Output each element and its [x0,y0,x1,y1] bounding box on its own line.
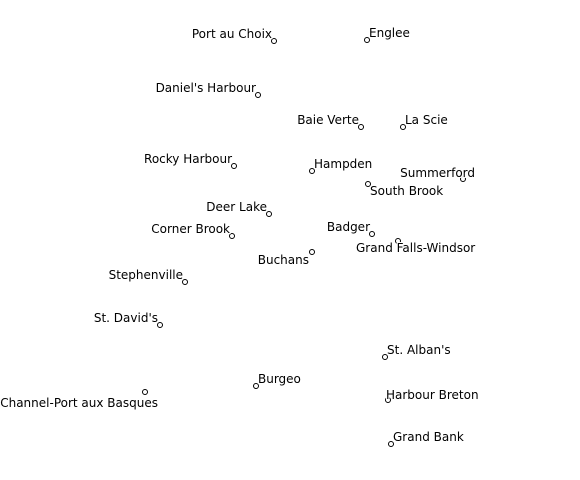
place-label: Harbour Breton [386,388,479,402]
place-label: Baie Verte [297,113,359,127]
place-label: St. David's [93,311,158,325]
place-label: Grand Bank [393,430,464,444]
place-label: St. Alban's [387,343,451,357]
place-label: La Scie [405,113,448,127]
place-label: South Brook [370,184,444,198]
place-label: Daniel's Harbour [155,81,256,95]
place-label: Grand Falls-Windsor [356,241,476,255]
place-label: Stephenville [108,268,183,282]
place-label: Channel-Port aux Basques [0,396,158,410]
town-marker-icon[interactable] [142,389,148,395]
place-label: Burgeo [258,372,301,386]
place-label: Deer Lake [206,200,267,214]
place-label: Hampden [314,157,373,171]
place-label: Buchans [257,253,309,267]
place-label: Port au Choix [191,27,272,41]
place-label: Summerford [400,166,475,180]
place-label: Corner Brook [151,222,230,236]
place-label: Rocky Harbour [144,152,232,166]
town-marker-icon[interactable] [309,249,315,255]
place-label: Englee [369,26,410,40]
place-label: Badger [326,220,370,234]
